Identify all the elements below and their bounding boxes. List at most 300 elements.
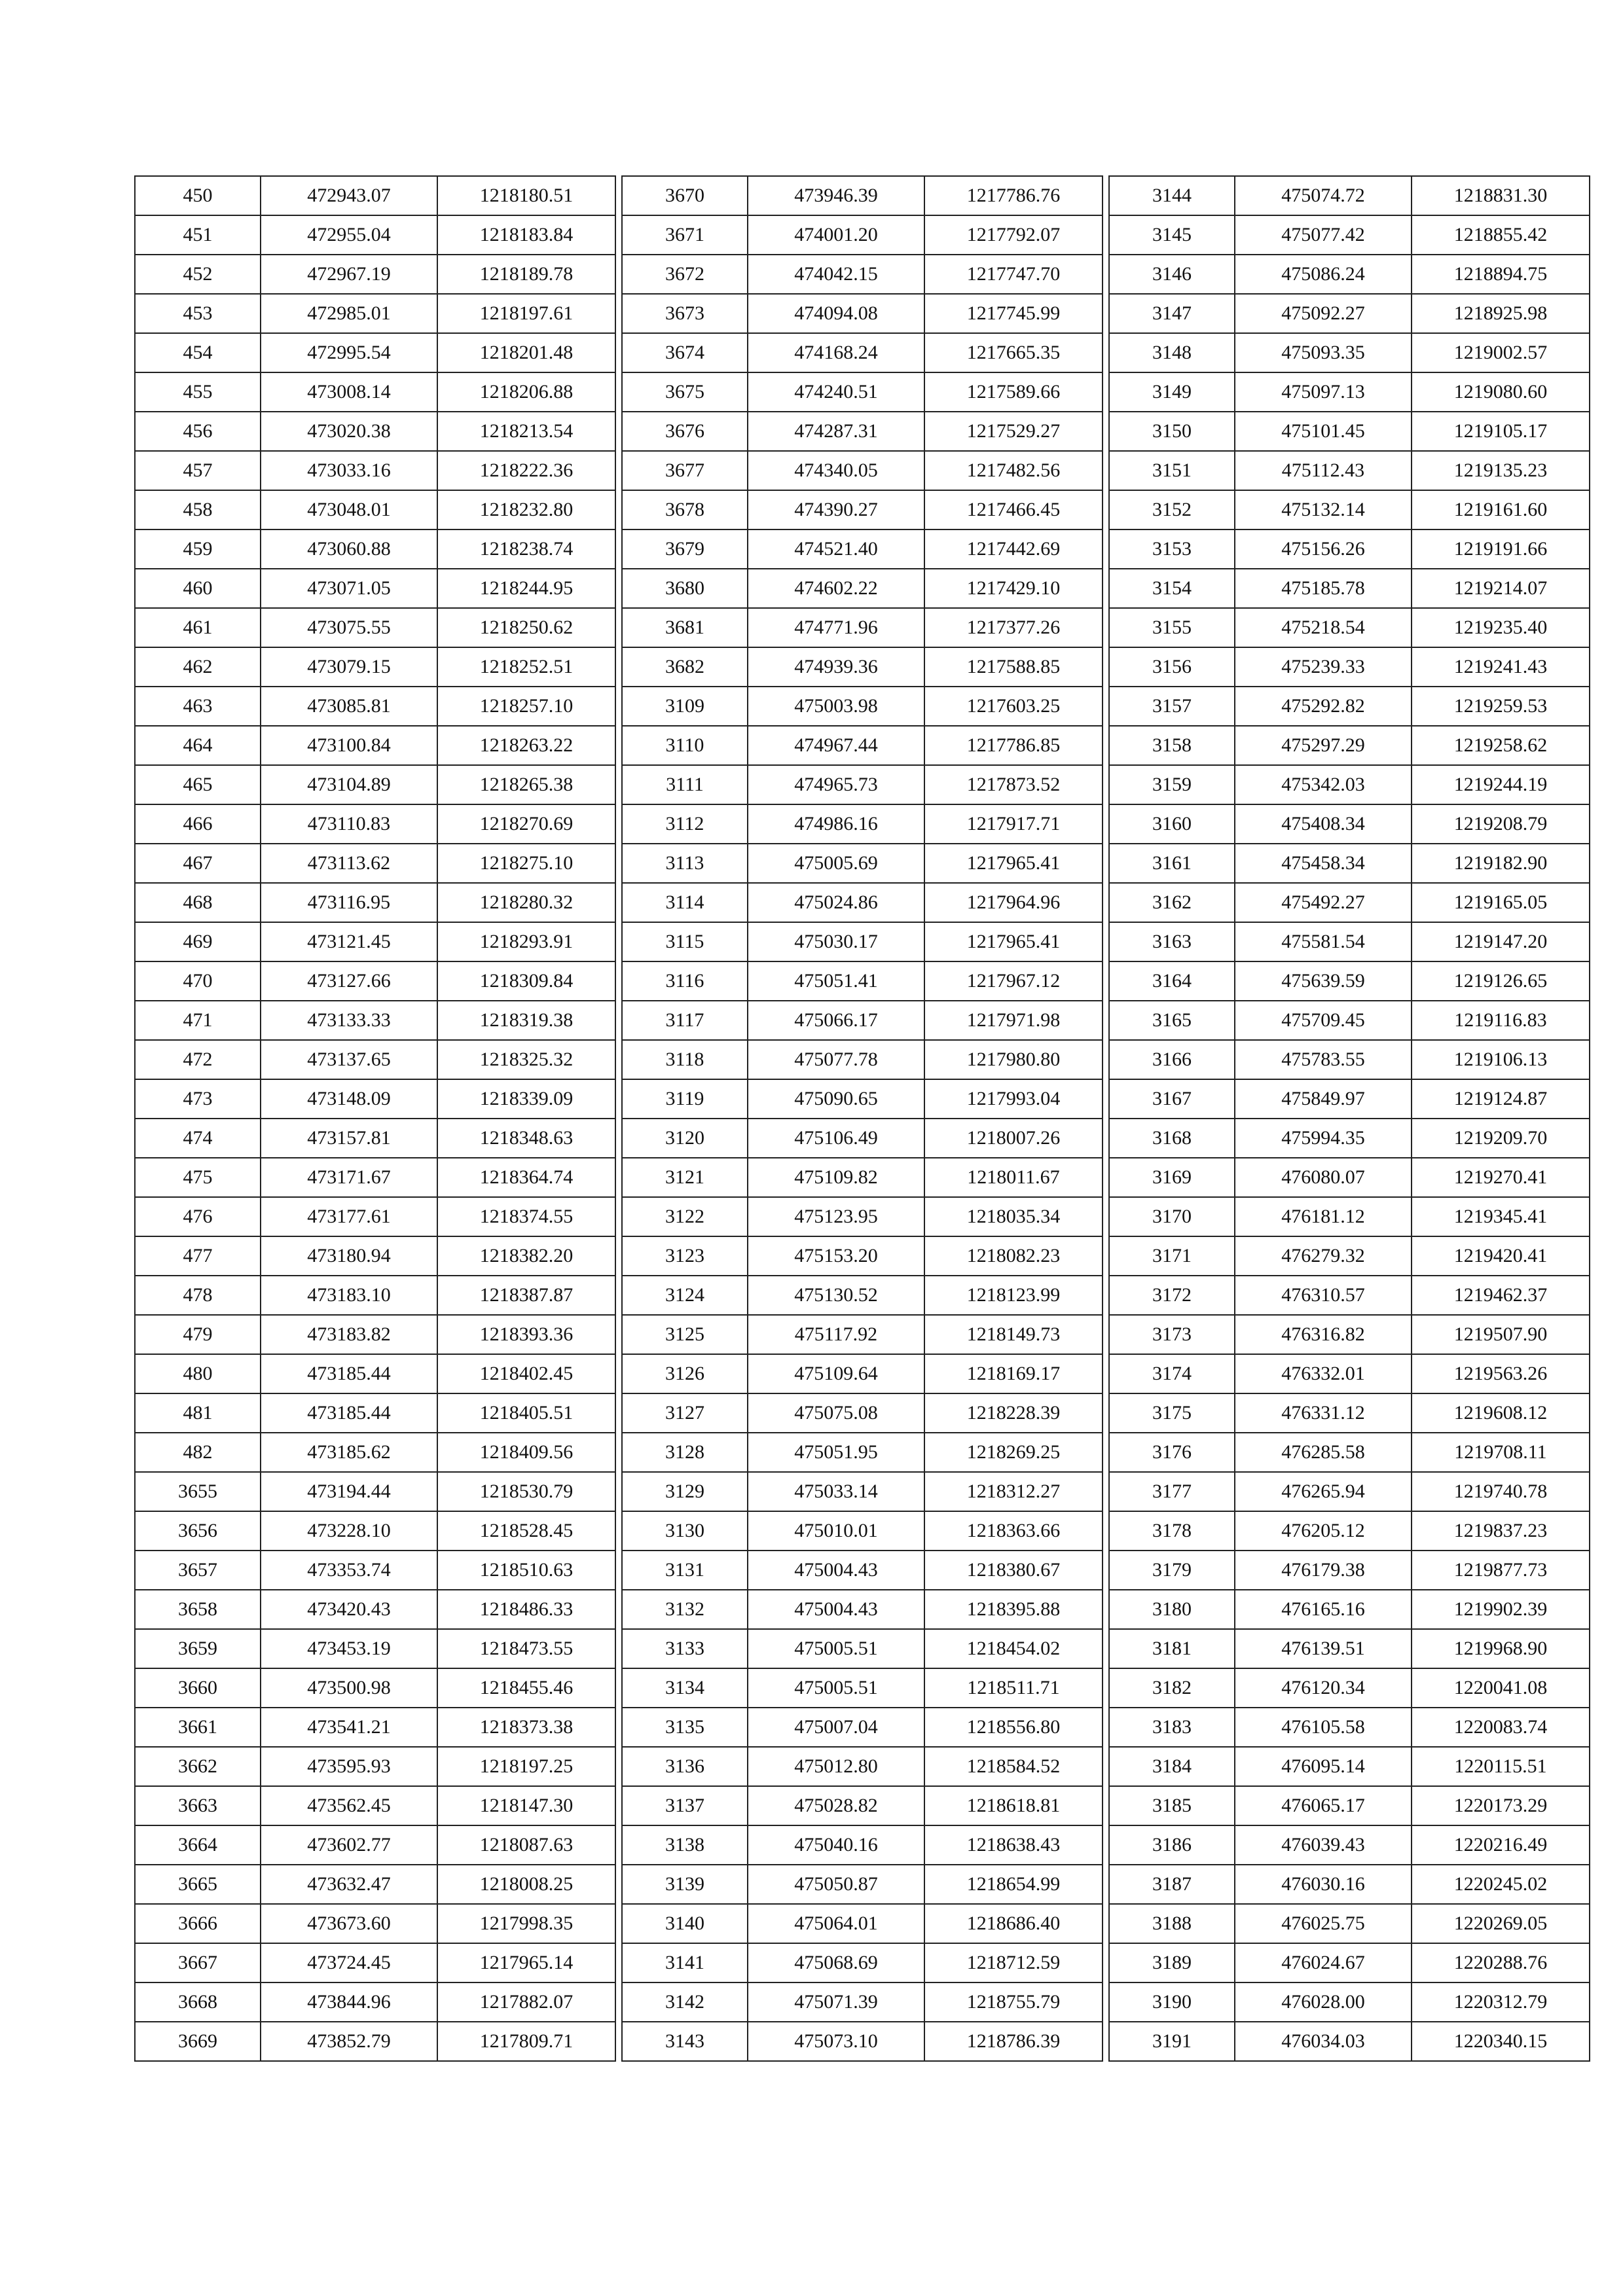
point-id-cell: 3172: [1109, 1276, 1235, 1315]
table-row: [622, 1393, 1103, 1433]
coordinate-table-3: [1108, 175, 1590, 2062]
point-id-cell: 472: [135, 1040, 261, 1079]
table-row: [135, 412, 615, 451]
y-coordinate-cell: 1218228.39: [924, 1393, 1103, 1433]
table-row: [622, 176, 1103, 215]
x-coordinate-cell: 475010.01: [748, 1511, 924, 1551]
x-coordinate-cell: 475051.95: [748, 1433, 924, 1472]
point-id-cell: 3126: [622, 1354, 748, 1393]
table-row: [135, 1982, 615, 2022]
point-id-cell: 3137: [622, 1786, 748, 1825]
y-coordinate-cell: 1217965.14: [437, 1943, 615, 1982]
y-coordinate-cell: 1218374.55: [437, 1197, 615, 1236]
table-row: [1109, 922, 1590, 961]
table-row: [135, 490, 615, 529]
x-coordinate-cell: 475109.64: [748, 1354, 924, 1393]
y-coordinate-cell: 1218250.62: [437, 608, 615, 647]
table-row: [622, 1119, 1103, 1158]
y-coordinate-cell: 1217964.96: [924, 883, 1103, 922]
point-id-cell: 3145: [1109, 215, 1235, 255]
table-row: [622, 1865, 1103, 1904]
table-row: [135, 1943, 615, 1982]
x-coordinate-cell: 472967.19: [261, 255, 437, 294]
x-coordinate-cell: 472985.01: [261, 294, 437, 333]
table-row: [622, 215, 1103, 255]
y-coordinate-cell: 1218232.80: [437, 490, 615, 529]
x-coordinate-cell: 473180.94: [261, 1236, 437, 1276]
x-coordinate-cell: 475092.27: [1235, 294, 1412, 333]
point-id-cell: 3162: [1109, 883, 1235, 922]
x-coordinate-cell: 475106.49: [748, 1119, 924, 1158]
point-id-cell: 454: [135, 333, 261, 372]
y-coordinate-cell: 1218348.63: [437, 1119, 615, 1158]
table-row: [622, 687, 1103, 726]
y-coordinate-cell: 1218293.91: [437, 922, 615, 961]
table-row: [622, 804, 1103, 844]
y-coordinate-cell: 1218855.42: [1412, 215, 1590, 255]
x-coordinate-cell: 475292.82: [1235, 687, 1412, 726]
y-coordinate-cell: 1219161.60: [1412, 490, 1590, 529]
table-row: [1109, 1354, 1590, 1393]
point-id-cell: 468: [135, 883, 261, 922]
y-coordinate-cell: 1219126.65: [1412, 961, 1590, 1001]
x-coordinate-cell: 475077.78: [748, 1040, 924, 1079]
x-coordinate-cell: 475012.80: [748, 1747, 924, 1786]
y-coordinate-cell: 1219258.62: [1412, 726, 1590, 765]
point-id-cell: 3146: [1109, 255, 1235, 294]
x-coordinate-cell: 475581.54: [1235, 922, 1412, 961]
table-row: [135, 726, 615, 765]
point-id-cell: 3121: [622, 1158, 748, 1197]
y-coordinate-cell: 1218556.80: [924, 1708, 1103, 1747]
x-coordinate-cell: 475028.82: [748, 1786, 924, 1825]
y-coordinate-cell: 1219209.70: [1412, 1119, 1590, 1158]
x-coordinate-cell: 476265.94: [1235, 1472, 1412, 1511]
y-coordinate-cell: 1218530.79: [437, 1472, 615, 1511]
x-coordinate-cell: 475051.41: [748, 961, 924, 1001]
coordinate-sheet: [134, 175, 1590, 2062]
y-coordinate-cell: 1217745.99: [924, 294, 1103, 333]
table-row: [135, 1236, 615, 1276]
y-coordinate-cell: 1219182.90: [1412, 844, 1590, 883]
x-coordinate-cell: 473137.65: [261, 1040, 437, 1079]
y-coordinate-cell: 1219165.05: [1412, 883, 1590, 922]
y-coordinate-cell: 1218197.61: [437, 294, 615, 333]
table-row: [135, 176, 615, 215]
point-id-cell: 3681: [622, 608, 748, 647]
y-coordinate-cell: 1220245.02: [1412, 1865, 1590, 1904]
x-coordinate-cell: 475075.08: [748, 1393, 924, 1433]
point-id-cell: 3672: [622, 255, 748, 294]
x-coordinate-cell: 473133.33: [261, 1001, 437, 1040]
x-coordinate-cell: 473104.89: [261, 765, 437, 804]
point-id-cell: 3117: [622, 1001, 748, 1040]
x-coordinate-cell: 475130.52: [748, 1276, 924, 1315]
x-coordinate-cell: 475071.39: [748, 1982, 924, 2022]
y-coordinate-cell: 1218082.23: [924, 1236, 1103, 1276]
y-coordinate-cell: 1218382.20: [437, 1236, 615, 1276]
x-coordinate-cell: 473724.45: [261, 1943, 437, 1982]
x-coordinate-cell: 473171.67: [261, 1158, 437, 1197]
point-id-cell: 452: [135, 255, 261, 294]
table-row: [135, 1433, 615, 1472]
x-coordinate-cell: 475639.59: [1235, 961, 1412, 1001]
point-id-cell: 3112: [622, 804, 748, 844]
point-id-cell: 3165: [1109, 1001, 1235, 1040]
y-coordinate-cell: 1218755.79: [924, 1982, 1103, 2022]
point-id-cell: 471: [135, 1001, 261, 1040]
y-coordinate-cell: 1219124.87: [1412, 1079, 1590, 1119]
point-id-cell: 3139: [622, 1865, 748, 1904]
point-id-cell: 3665: [135, 1865, 261, 1904]
point-id-cell: 3147: [1109, 294, 1235, 333]
point-id-cell: 463: [135, 687, 261, 726]
table-row: [622, 333, 1103, 372]
x-coordinate-cell: 475849.97: [1235, 1079, 1412, 1119]
y-coordinate-cell: 1218197.25: [437, 1747, 615, 1786]
table-row: [1109, 1119, 1590, 1158]
x-coordinate-cell: 473127.66: [261, 961, 437, 1001]
table-row: [1109, 765, 1590, 804]
point-id-cell: 3118: [622, 1040, 748, 1079]
x-coordinate-cell: 472995.54: [261, 333, 437, 372]
table-row: [1109, 294, 1590, 333]
x-coordinate-cell: 473060.88: [261, 529, 437, 569]
y-coordinate-cell: 1218222.36: [437, 451, 615, 490]
table-row: [622, 1747, 1103, 1786]
point-id-cell: 462: [135, 647, 261, 687]
y-coordinate-cell: 1217588.85: [924, 647, 1103, 687]
table-row: [622, 844, 1103, 883]
point-id-cell: 3166: [1109, 1040, 1235, 1079]
y-coordinate-cell: 1219241.43: [1412, 647, 1590, 687]
x-coordinate-cell: 473595.93: [261, 1747, 437, 1786]
x-coordinate-cell: 473946.39: [748, 176, 924, 215]
point-id-cell: 466: [135, 804, 261, 844]
table-row: [622, 1825, 1103, 1865]
table-row: [135, 961, 615, 1001]
point-id-cell: 3656: [135, 1511, 261, 1551]
point-id-cell: 3190: [1109, 1982, 1235, 2022]
x-coordinate-cell: 475003.98: [748, 687, 924, 726]
point-id-cell: 3119: [622, 1079, 748, 1119]
x-coordinate-cell: 475030.17: [748, 922, 924, 961]
table-row: [135, 1393, 615, 1433]
x-coordinate-cell: 475239.33: [1235, 647, 1412, 687]
x-coordinate-cell: 476030.16: [1235, 1865, 1412, 1904]
y-coordinate-cell: 1218280.32: [437, 883, 615, 922]
y-coordinate-cell: 1219116.83: [1412, 1001, 1590, 1040]
point-id-cell: 480: [135, 1354, 261, 1393]
y-coordinate-cell: 1218206.88: [437, 372, 615, 412]
x-coordinate-cell: 473033.16: [261, 451, 437, 490]
y-coordinate-cell: 1217967.12: [924, 961, 1103, 1001]
x-coordinate-cell: 474602.22: [748, 569, 924, 608]
point-id-cell: 3179: [1109, 1551, 1235, 1590]
y-coordinate-cell: 1218312.27: [924, 1472, 1103, 1511]
table-row: [622, 1904, 1103, 1943]
y-coordinate-cell: 1219837.23: [1412, 1511, 1590, 1551]
x-coordinate-cell: 476316.82: [1235, 1315, 1412, 1354]
y-coordinate-cell: 1218402.45: [437, 1354, 615, 1393]
y-coordinate-cell: 1220288.76: [1412, 1943, 1590, 1982]
point-id-cell: 3170: [1109, 1197, 1235, 1236]
y-coordinate-cell: 1219106.13: [1412, 1040, 1590, 1079]
table-row: [1109, 1472, 1590, 1511]
point-id-cell: 3120: [622, 1119, 748, 1158]
y-coordinate-cell: 1217466.45: [924, 490, 1103, 529]
point-id-cell: 3176: [1109, 1433, 1235, 1472]
x-coordinate-cell: 473100.84: [261, 726, 437, 765]
point-id-cell: 477: [135, 1236, 261, 1276]
y-coordinate-cell: 1220312.79: [1412, 1982, 1590, 2022]
table-row: [135, 1551, 615, 1590]
table-row: [1109, 176, 1590, 215]
x-coordinate-cell: 475090.65: [748, 1079, 924, 1119]
table-row: [1109, 1982, 1590, 2022]
point-id-cell: 3180: [1109, 1590, 1235, 1629]
table-row: [622, 961, 1103, 1001]
point-id-cell: 3680: [622, 569, 748, 608]
y-coordinate-cell: 1218618.81: [924, 1786, 1103, 1825]
y-coordinate-cell: 1220340.15: [1412, 2022, 1590, 2061]
table-row: [1109, 1708, 1590, 1747]
table-row: [135, 1197, 615, 1236]
point-id-cell: 3113: [622, 844, 748, 883]
x-coordinate-cell: 474390.27: [748, 490, 924, 529]
x-coordinate-cell: 475112.43: [1235, 451, 1412, 490]
x-coordinate-cell: 475458.34: [1235, 844, 1412, 883]
table-row: [135, 1668, 615, 1708]
x-coordinate-cell: 475004.43: [748, 1551, 924, 1590]
y-coordinate-cell: 1219420.41: [1412, 1236, 1590, 1276]
table-row: [1109, 1551, 1590, 1590]
point-id-cell: 3658: [135, 1590, 261, 1629]
point-id-cell: 3659: [135, 1629, 261, 1668]
x-coordinate-cell: 476025.75: [1235, 1904, 1412, 1943]
y-coordinate-cell: 1218584.52: [924, 1747, 1103, 1786]
table-row: [135, 1865, 615, 1904]
x-coordinate-cell: 474986.16: [748, 804, 924, 844]
x-coordinate-cell: 474340.05: [748, 451, 924, 490]
x-coordinate-cell: 473562.45: [261, 1786, 437, 1825]
x-coordinate-cell: 473110.83: [261, 804, 437, 844]
y-coordinate-cell: 1218387.87: [437, 1276, 615, 1315]
point-id-cell: 3135: [622, 1708, 748, 1747]
table-row: [622, 1708, 1103, 1747]
point-id-cell: 3153: [1109, 529, 1235, 569]
y-coordinate-cell: 1218008.25: [437, 1865, 615, 1904]
y-coordinate-cell: 1218786.39: [924, 2022, 1103, 2061]
table-row: [1109, 215, 1590, 255]
table-row: [622, 765, 1103, 804]
x-coordinate-cell: 473673.60: [261, 1904, 437, 1943]
y-coordinate-cell: 1218511.71: [924, 1668, 1103, 1708]
table-row: [622, 922, 1103, 961]
table-row: [1109, 372, 1590, 412]
x-coordinate-cell: 475086.24: [1235, 255, 1412, 294]
y-coordinate-cell: 1220083.74: [1412, 1708, 1590, 1747]
point-id-cell: 478: [135, 1276, 261, 1315]
point-id-cell: 3184: [1109, 1747, 1235, 1786]
y-coordinate-cell: 1218473.55: [437, 1629, 615, 1668]
x-coordinate-cell: 474168.24: [748, 333, 924, 372]
point-id-cell: 3676: [622, 412, 748, 451]
point-id-cell: 469: [135, 922, 261, 961]
y-coordinate-cell: 1219002.57: [1412, 333, 1590, 372]
x-coordinate-cell: 475783.55: [1235, 1040, 1412, 1079]
table-row: [1109, 608, 1590, 647]
table-row: [135, 1825, 615, 1865]
table-row: [135, 2022, 615, 2061]
table-row: [622, 1236, 1103, 1276]
x-coordinate-cell: 475117.92: [748, 1315, 924, 1354]
y-coordinate-cell: 1218180.51: [437, 176, 615, 215]
y-coordinate-cell: 1217482.56: [924, 451, 1103, 490]
x-coordinate-cell: 474939.36: [748, 647, 924, 687]
point-id-cell: 458: [135, 490, 261, 529]
x-coordinate-cell: 476165.16: [1235, 1590, 1412, 1629]
point-id-cell: 3158: [1109, 726, 1235, 765]
table-row: [135, 608, 615, 647]
x-coordinate-cell: 474287.31: [748, 412, 924, 451]
x-coordinate-cell: 473075.55: [261, 608, 437, 647]
x-coordinate-cell: 475109.82: [748, 1158, 924, 1197]
table-row: [622, 1590, 1103, 1629]
table-gap: [1103, 175, 1108, 2062]
table-row: [1109, 569, 1590, 608]
x-coordinate-cell: 473183.10: [261, 1276, 437, 1315]
y-coordinate-cell: 1218169.17: [924, 1354, 1103, 1393]
x-coordinate-cell: 476179.38: [1235, 1551, 1412, 1590]
table-row: [135, 1040, 615, 1079]
y-coordinate-cell: 1218263.22: [437, 726, 615, 765]
y-coordinate-cell: 1218654.99: [924, 1865, 1103, 1904]
point-id-cell: 473: [135, 1079, 261, 1119]
x-coordinate-cell: 476034.03: [1235, 2022, 1412, 2061]
table-row: [622, 647, 1103, 687]
point-id-cell: 3673: [622, 294, 748, 333]
x-coordinate-cell: 476095.14: [1235, 1747, 1412, 1786]
table-row: [1109, 1040, 1590, 1079]
point-id-cell: 3143: [622, 2022, 748, 2061]
y-coordinate-cell: 1220041.08: [1412, 1668, 1590, 1708]
table-row: [1109, 1079, 1590, 1119]
y-coordinate-cell: 1218455.46: [437, 1668, 615, 1708]
y-coordinate-cell: 1219877.73: [1412, 1551, 1590, 1590]
table-row: [622, 1158, 1103, 1197]
point-id-cell: 460: [135, 569, 261, 608]
point-id-cell: 3181: [1109, 1629, 1235, 1668]
table-row: [1109, 1590, 1590, 1629]
y-coordinate-cell: 1217429.10: [924, 569, 1103, 608]
point-id-cell: 456: [135, 412, 261, 451]
table-row: [622, 1315, 1103, 1354]
y-coordinate-cell: 1217917.71: [924, 804, 1103, 844]
x-coordinate-cell: 475153.20: [748, 1236, 924, 1276]
y-coordinate-cell: 1219740.78: [1412, 1472, 1590, 1511]
point-id-cell: 3169: [1109, 1158, 1235, 1197]
table-row: [1109, 1276, 1590, 1315]
point-id-cell: 3115: [622, 922, 748, 961]
y-coordinate-cell: 1218454.02: [924, 1629, 1103, 1668]
point-id-cell: 3189: [1109, 1943, 1235, 1982]
y-coordinate-cell: 1220115.51: [1412, 1747, 1590, 1786]
x-coordinate-cell: 473185.62: [261, 1433, 437, 1472]
table-row: [135, 647, 615, 687]
point-id-cell: 3122: [622, 1197, 748, 1236]
table-row: [135, 255, 615, 294]
x-coordinate-cell: 474042.15: [748, 255, 924, 294]
point-id-cell: 3109: [622, 687, 748, 726]
table-row: [135, 215, 615, 255]
x-coordinate-cell: 473079.15: [261, 647, 437, 687]
point-id-cell: 3664: [135, 1825, 261, 1865]
x-coordinate-cell: 475004.43: [748, 1590, 924, 1629]
y-coordinate-cell: 1218183.84: [437, 215, 615, 255]
y-coordinate-cell: 1217442.69: [924, 529, 1103, 569]
x-coordinate-cell: 473185.44: [261, 1354, 437, 1393]
table-row: [135, 1354, 615, 1393]
x-coordinate-cell: 475077.42: [1235, 215, 1412, 255]
x-coordinate-cell: 473148.09: [261, 1079, 437, 1119]
x-coordinate-cell: 474001.20: [748, 215, 924, 255]
x-coordinate-cell: 475007.04: [748, 1708, 924, 1747]
point-id-cell: 3657: [135, 1551, 261, 1590]
point-id-cell: 3668: [135, 1982, 261, 2022]
point-id-cell: 453: [135, 294, 261, 333]
table-row: [622, 1354, 1103, 1393]
y-coordinate-cell: 1218275.10: [437, 844, 615, 883]
x-coordinate-cell: 474965.73: [748, 765, 924, 804]
x-coordinate-cell: 473008.14: [261, 372, 437, 412]
y-coordinate-cell: 1218123.99: [924, 1276, 1103, 1315]
point-id-cell: 3152: [1109, 490, 1235, 529]
x-coordinate-cell: 476039.43: [1235, 1825, 1412, 1865]
point-id-cell: 470: [135, 961, 261, 1001]
y-coordinate-cell: 1219507.90: [1412, 1315, 1590, 1354]
table-row: [622, 883, 1103, 922]
point-id-cell: 3132: [622, 1590, 748, 1629]
table-row: [135, 1590, 615, 1629]
x-coordinate-cell: 472943.07: [261, 176, 437, 215]
y-coordinate-cell: 1218201.48: [437, 333, 615, 372]
table-row: [1109, 647, 1590, 687]
y-coordinate-cell: 1218528.45: [437, 1511, 615, 1551]
y-coordinate-cell: 1219902.39: [1412, 1590, 1590, 1629]
point-id-cell: 3164: [1109, 961, 1235, 1001]
x-coordinate-cell: 473020.38: [261, 412, 437, 451]
table-row: [135, 844, 615, 883]
point-id-cell: 3133: [622, 1629, 748, 1668]
table-row: [622, 1943, 1103, 1982]
table-row: [1109, 1001, 1590, 1040]
x-coordinate-cell: 475097.13: [1235, 372, 1412, 412]
y-coordinate-cell: 1217786.85: [924, 726, 1103, 765]
x-coordinate-cell: 475101.45: [1235, 412, 1412, 451]
y-coordinate-cell: 1219608.12: [1412, 1393, 1590, 1433]
y-coordinate-cell: 1219214.07: [1412, 569, 1590, 608]
y-coordinate-cell: 1218007.26: [924, 1119, 1103, 1158]
y-coordinate-cell: 1218364.74: [437, 1158, 615, 1197]
point-id-cell: 3124: [622, 1276, 748, 1315]
table-row: [135, 883, 615, 922]
point-id-cell: 3178: [1109, 1511, 1235, 1551]
y-coordinate-cell: 1217998.35: [437, 1904, 615, 1943]
table-row: [135, 372, 615, 412]
x-coordinate-cell: 476279.32: [1235, 1236, 1412, 1276]
table-row: [1109, 1904, 1590, 1943]
